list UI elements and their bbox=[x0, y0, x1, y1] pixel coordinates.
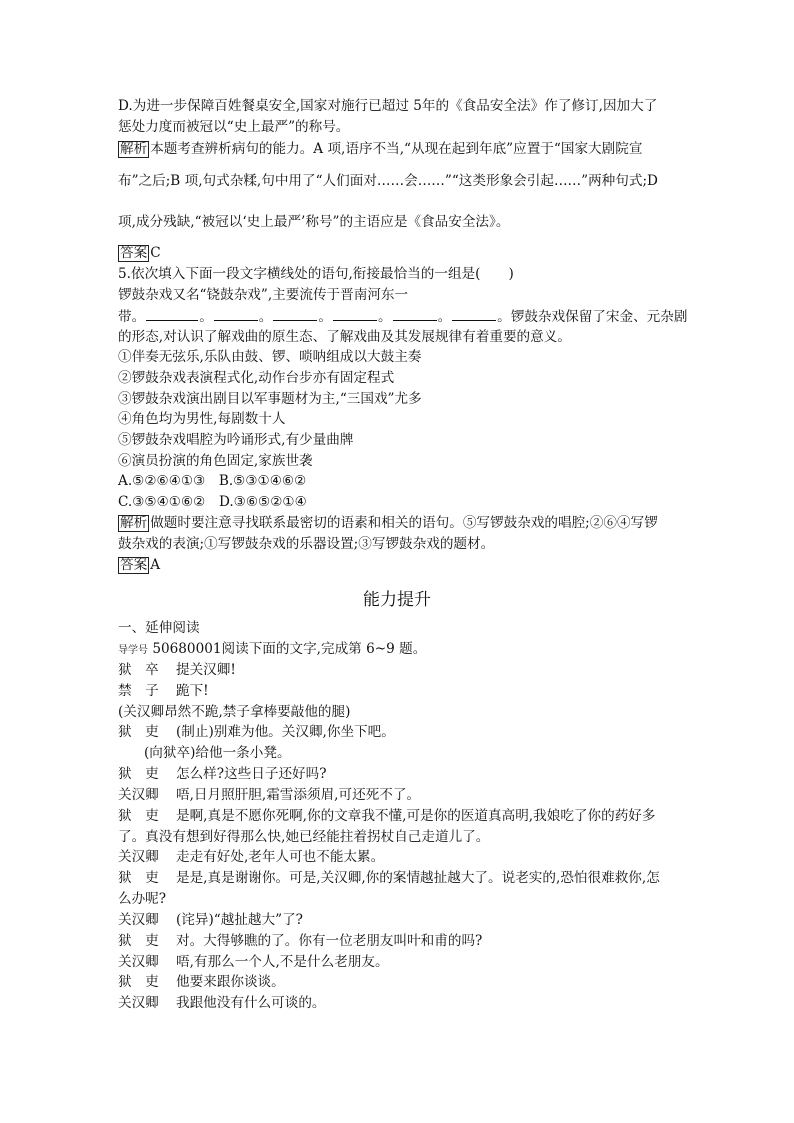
speech: 跪下! bbox=[176, 683, 209, 699]
q5-choices-ab: A.⑤②⑥④①③ B.⑤③①④⑥② bbox=[118, 473, 307, 489]
dialogue-line bbox=[118, 723, 678, 741]
speaker: 关汉卿 bbox=[118, 849, 159, 865]
q5-answer bbox=[118, 556, 678, 574]
fill-blank-1 bbox=[146, 307, 198, 321]
guide-number-line bbox=[118, 640, 678, 660]
passage-text: 。锣鼓杂戏保留了宋金、元杂剧 bbox=[497, 309, 688, 325]
speech: (制止)别难为他。关汉卿,你坐下吧。 bbox=[176, 724, 395, 740]
section-heading: 能力提升 bbox=[363, 590, 431, 610]
separator: 。 bbox=[377, 309, 392, 325]
dialogue-line bbox=[118, 661, 678, 679]
q5-item-1: ①伴奏无弦乐,乐队由鼓、锣、唢呐组成以大鼓主奏 bbox=[118, 349, 422, 365]
answer-label: 答案 bbox=[120, 557, 148, 573]
answer-value: C bbox=[150, 245, 161, 261]
dialogue-line bbox=[118, 682, 678, 700]
speech: 他要来跟你谈谈。 bbox=[176, 974, 285, 990]
dialogue-continuation: 么办呢? bbox=[118, 891, 167, 907]
speaker: 狱 吏 bbox=[118, 933, 159, 949]
separator: 。 bbox=[318, 309, 332, 325]
q4-analysis-line2: 布”之后;B 项,句式杂糅,句中用了“人们面对……会……”“这类形象会引起……”两种句式;D bbox=[118, 173, 658, 189]
speech: 怎么样?这些日子还好吗? bbox=[176, 766, 327, 782]
dialogue-line bbox=[118, 911, 678, 929]
dialogue-line bbox=[118, 932, 678, 950]
passage-text: 带。 bbox=[118, 309, 146, 325]
speech: 唔,有那么一个人,不是什么老朋友。 bbox=[176, 954, 389, 970]
speech: 提关汉卿! bbox=[176, 662, 236, 678]
dialogue-line bbox=[118, 953, 678, 971]
q5-passage-line3: 的形态,对认识了解戏曲的原生态、了解戏曲及其发展规律有着重要的意义。 bbox=[118, 329, 571, 345]
fill-blank-6 bbox=[452, 307, 496, 321]
dialogue-continuation: 了。真没有想到好得那么快,她已经能拄着拐杖自己走道儿了。 bbox=[118, 829, 490, 845]
stage-direction: (关汉卿昂然不跪,禁子拿棒要敲他的腿) bbox=[118, 704, 351, 720]
dialogue-line bbox=[118, 994, 678, 1012]
q4-analysis-line1 bbox=[118, 140, 678, 158]
dialogue-line bbox=[118, 765, 678, 783]
fill-blank-4 bbox=[333, 307, 377, 321]
dialogue-line bbox=[118, 807, 678, 825]
dialogue-line bbox=[118, 848, 678, 866]
separator: 。 bbox=[258, 309, 273, 325]
speech: (向狱卒)给他一条小凳。 bbox=[144, 745, 291, 761]
speaker: 狱 吏 bbox=[118, 724, 159, 740]
fill-blank-2 bbox=[214, 307, 258, 321]
analysis-text: 本题考查辨析病句的能力。A 项,语序不当,“从现在起到年底”应置于“国家大剧院宣 bbox=[150, 141, 643, 157]
section-subheading: 一、延伸阅读 bbox=[118, 620, 200, 636]
dialogue-line bbox=[118, 869, 678, 887]
speaker: 狱 卒 bbox=[118, 662, 159, 678]
analysis-label: 解析 bbox=[120, 515, 148, 531]
speaker: 关汉卿 bbox=[118, 995, 159, 1011]
speaker: 狱 吏 bbox=[118, 974, 159, 990]
separator: 。 bbox=[437, 309, 452, 325]
q5-analysis-line1 bbox=[118, 514, 678, 532]
dialogue-line bbox=[118, 973, 678, 991]
q5-passage-line1: 锣鼓杂戏又名“铙鼓杂戏”,主要流传于晋南河东一 bbox=[118, 287, 409, 303]
q4-option-d-line2: 惩处力度而被冠以“史上最严”的称号。 bbox=[118, 119, 350, 135]
q5-passage-line2 bbox=[118, 307, 688, 326]
q4-answer bbox=[118, 244, 678, 262]
q5-item-3: ③锣鼓杂戏演出剧目以军事题材为主,“三国戏”尤多 bbox=[118, 391, 422, 407]
q5-analysis-line2: 鼓杂戏的表演;①写锣鼓杂戏的乐器设置;③写锣鼓杂戏的题材。 bbox=[118, 536, 495, 552]
speaker: 关汉卿 bbox=[118, 954, 159, 970]
speaker: 禁 子 bbox=[118, 683, 159, 699]
fill-blank-3 bbox=[273, 307, 317, 321]
stage-direction-indented bbox=[118, 744, 678, 762]
q5-choices-cd: C.③⑤④①⑥② D.③⑥⑤②①④ bbox=[118, 494, 307, 510]
q5-item-6: ⑥演员扮演的角色固定,家族世袭 bbox=[118, 453, 313, 469]
q4-analysis-line3: 项,成分残缺,“被冠以‘史上最严’称号”的主语应是《食品安全法》。 bbox=[118, 214, 510, 230]
speaker: 关汉卿 bbox=[118, 912, 159, 928]
answer-value: A bbox=[150, 557, 161, 573]
analysis-label: 解析 bbox=[120, 141, 148, 157]
separator: 。 bbox=[199, 309, 213, 325]
q5-item-5: ⑤锣鼓杂戏唱腔为吟诵形式,有少量曲牌 bbox=[118, 432, 354, 448]
speaker: 狱 吏 bbox=[118, 766, 159, 782]
speech: 我跟他没有什么可谈的。 bbox=[176, 995, 326, 1011]
speech: 唔,日月照肝胆,霜雪添须眉,可还死不了。 bbox=[176, 787, 421, 803]
analysis-text: 做题时要注意寻找联系最密切的语素和相关的语句。⑤写锣鼓杂戏的唱腔;②⑥④写锣 bbox=[150, 515, 658, 531]
q5-stem-text: 5.依次填入下面一段文字横线处的语句,衔接最恰当的一组是( bbox=[118, 266, 481, 282]
q5-stem-close: ) bbox=[508, 266, 514, 282]
speaker: 狱 吏 bbox=[118, 870, 159, 886]
guide-label: 导学号 bbox=[118, 645, 148, 656]
speech: 走走有好处,老年人可也不能太累。 bbox=[176, 849, 385, 865]
fill-blank-5 bbox=[393, 307, 437, 321]
dialogue-line bbox=[118, 786, 678, 804]
guide-text: 50680001阅读下面的文字,完成第 6~9 题。 bbox=[148, 641, 427, 657]
q5-item-4: ④角色均为男性,每剧数十人 bbox=[118, 411, 286, 427]
speech: 是啊,真是不愿你死啊,你的文章我不懂,可是你的医道真高明,我娘吃了你的药好多 bbox=[176, 808, 656, 824]
q5-item-2: ②锣鼓杂戏表演程式化,动作台步亦有固定程式 bbox=[118, 370, 395, 386]
speech: (诧异)“越扯越大”了? bbox=[176, 912, 303, 928]
speaker: 狱 吏 bbox=[118, 808, 159, 824]
answer-label: 答案 bbox=[120, 245, 148, 261]
q5-stem bbox=[118, 265, 678, 283]
speaker: 关汉卿 bbox=[118, 787, 159, 803]
q4-option-d-line1: D.为进一步保障百姓餐桌安全,国家对施行已超过 5年的《食品安全法》作了修订,因加大了 bbox=[118, 98, 658, 114]
speech: 对。大得够瞧的了。你有一位老朋友叫叶和甫的吗? bbox=[176, 933, 483, 949]
speech: 是是,真是谢谢你。可是,关汉卿,你的案情越扯越大了。说老实的,恐怕很难救你,怎 bbox=[176, 870, 660, 886]
